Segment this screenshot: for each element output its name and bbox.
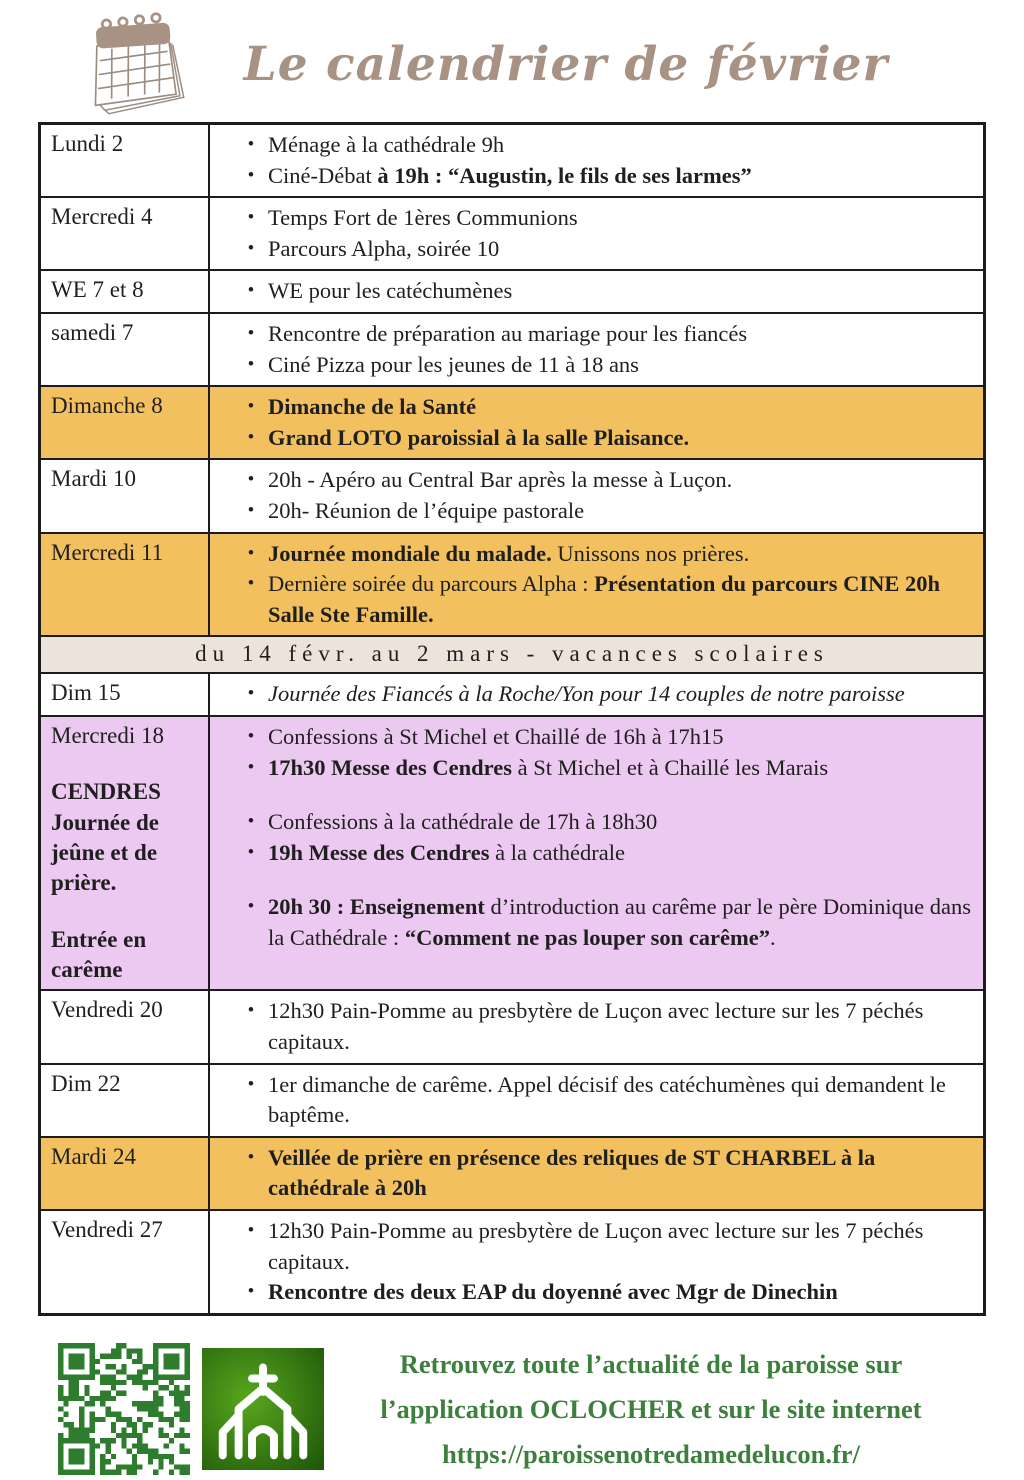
- event-item: [234, 722, 971, 753]
- event-item: [234, 539, 971, 570]
- table-row: [41, 672, 983, 715]
- date-label: Mardi 10: [51, 466, 136, 492]
- events-cell: [210, 271, 983, 312]
- date-cell: [41, 125, 210, 196]
- date-label: CENDRES Journée de jeûne et de prière.: [51, 779, 161, 896]
- event-text: 17h30 Messe des Cendres à St Michel et à Chaillé les Marais: [268, 754, 829, 780]
- event-text: Confessions à la cathédrale de 17h à 18h30: [268, 809, 658, 835]
- event-text: Ménage à la cathédrale 9h: [268, 132, 505, 157]
- date-cell: [41, 1065, 210, 1136]
- event-text: 1er dimanche de carême. Appel décisif des catéchumènes qui demandent le baptême.: [268, 1071, 946, 1128]
- table-row: [41, 312, 983, 385]
- event-text: Grand LOTO paroissial à la salle Plaisance.: [268, 424, 690, 450]
- bullet-icon: •: [247, 1073, 255, 1095]
- event-text: 20h- Réunion de l’équipe pastorale: [268, 497, 585, 523]
- bullet-icon: •: [247, 207, 255, 229]
- bullet-icon: •: [247, 469, 255, 491]
- date-cell: [41, 991, 210, 1062]
- event-text: 20h - Apéro au Central Bar après la messe à Luçon.: [268, 467, 733, 493]
- event-text: 20h 30 : Enseignement d’introduction au carême par le père Dominique dans la Cathédrale : “Comment ne pas louper son carême”.: [268, 894, 971, 950]
- date-cell: [41, 1138, 210, 1209]
- event-spacer: [234, 868, 971, 892]
- event-item: [234, 1070, 971, 1131]
- vacation-banner-text: du 14 févr. au 2 mars - vacances scolaires: [195, 641, 829, 667]
- event-item: [234, 753, 971, 784]
- event-item: [234, 1216, 971, 1277]
- event-text: 12h30 Pain-Pomme au presbytère de Luçon avec lecture sur les 7 péchés capitaux.: [268, 1217, 924, 1274]
- event-item: [234, 679, 971, 710]
- date-label: Lundi 2: [51, 131, 124, 156]
- events-cell: [210, 717, 983, 990]
- footer-line-2: l’application OCLOCHER et sur le site internet: [380, 1393, 922, 1424]
- date-cell: [41, 460, 210, 531]
- calendar-icon: [78, 10, 198, 119]
- date-label: WE 7 et 8: [51, 277, 144, 303]
- event-item: [234, 203, 971, 234]
- date-label: Mercredi 18: [51, 722, 165, 748]
- event-item: [234, 838, 971, 869]
- event-text: Veillée de prière en présence des reliques de ST CHARBEL à la cathédrale à 20h: [268, 1144, 876, 1201]
- event-item: [234, 319, 971, 350]
- table-row: [41, 458, 983, 531]
- event-item: [234, 234, 971, 265]
- events-cell: [210, 198, 983, 269]
- date-cell: [41, 314, 210, 385]
- bullet-icon: •: [247, 237, 255, 259]
- footer: [0, 1342, 1024, 1477]
- date-label: Mercredi 4: [51, 204, 153, 230]
- table-row: [41, 385, 983, 458]
- event-item: [234, 423, 971, 454]
- date-cell: [41, 534, 210, 636]
- events-cell: [210, 1138, 983, 1209]
- event-text: Journée des Fiancés à la Roche/Yon pour 14 couples de notre paroisse: [268, 681, 905, 707]
- event-item: [234, 1277, 971, 1308]
- date-gap: [51, 751, 202, 777]
- date-label: Mercredi 11: [51, 539, 164, 565]
- table-row: [41, 125, 983, 196]
- calendar-table: [38, 122, 986, 1316]
- bullet-icon: •: [247, 841, 255, 863]
- bullet-icon: •: [247, 811, 255, 833]
- events-cell: [210, 460, 983, 531]
- table-row: [41, 269, 983, 312]
- event-text: Ciné Pizza pour les jeunes de 11 à 18 ans: [268, 351, 639, 377]
- table-row: [41, 1063, 983, 1136]
- oclocher-church-logo: [202, 1348, 324, 1470]
- bullet-icon: •: [247, 396, 255, 418]
- footer-text: [336, 1342, 966, 1477]
- bullet-icon: •: [247, 1281, 255, 1303]
- event-item: [234, 276, 971, 307]
- event-item: [234, 1143, 971, 1204]
- event-text: 19h Messe des Cendres à la cathédrale: [268, 839, 625, 865]
- date-label: Dimanche 8: [51, 393, 163, 419]
- table-row: [41, 532, 983, 636]
- table-row: [41, 1136, 983, 1209]
- event-spacer: [234, 783, 971, 807]
- date-cell: [41, 674, 210, 715]
- events-cell: [210, 314, 983, 385]
- bullet-icon: •: [247, 1146, 255, 1168]
- date-cell: [41, 1211, 210, 1313]
- date-label: Mardi 24: [51, 1143, 136, 1169]
- events-cell: [210, 125, 983, 196]
- bullet-icon: •: [247, 1219, 255, 1241]
- events-cell: [210, 1065, 983, 1136]
- bullet-icon: •: [247, 573, 255, 595]
- events-cell: [210, 674, 983, 715]
- bullet-icon: •: [247, 322, 255, 344]
- date-label: Entrée en carême: [51, 926, 147, 983]
- date-label: Vendredi 20: [51, 997, 163, 1023]
- event-text: Rencontre de préparation au mariage pour les fiancés: [268, 320, 748, 346]
- bullet-icon: •: [247, 756, 255, 778]
- event-text: Temps Fort de 1ères Communions: [268, 205, 578, 231]
- event-item: [234, 996, 971, 1057]
- bullet-icon: •: [247, 542, 255, 564]
- date-cell: [41, 717, 210, 990]
- vacation-banner-row: [41, 635, 983, 672]
- bullet-icon: •: [247, 683, 255, 705]
- bullet-icon: •: [247, 725, 255, 747]
- table-row: [41, 989, 983, 1062]
- bullet-icon: •: [247, 499, 255, 521]
- events-cell: [210, 991, 983, 1062]
- bullet-icon: •: [247, 1000, 255, 1022]
- date-cell: [41, 271, 210, 312]
- event-text: Rencontre des deux EAP du doyenné avec Mgr de Dinechin: [268, 1279, 838, 1305]
- event-text: 12h30 Pain-Pomme au presbytère de Luçon avec lecture sur les 7 péchés capitaux.: [268, 998, 924, 1055]
- date-cell: [41, 198, 210, 269]
- bullet-icon: •: [247, 426, 255, 448]
- date-label: Dim 15: [51, 680, 121, 706]
- event-item: [234, 350, 971, 381]
- table-row: [41, 1209, 983, 1313]
- events-cell: [210, 387, 983, 458]
- event-item: [234, 892, 971, 953]
- event-item: [234, 807, 971, 838]
- page-title: Le calendrier de février: [243, 36, 889, 92]
- date-label: samedi 7: [51, 319, 134, 345]
- event-text: Confessions à St Michel et Chaillé de 16h à 17h15: [268, 723, 724, 749]
- event-item: [234, 392, 971, 423]
- event-text: Ciné-Débat à 19h : “Augustin, le fils de ses larmes”: [268, 162, 752, 188]
- bullet-icon: •: [247, 164, 255, 186]
- events-cell: [210, 534, 983, 636]
- table-row: [41, 196, 983, 269]
- date-label: Dim 22: [51, 1070, 121, 1096]
- event-text: Dernière soirée du parcours Alpha : Présentation du parcours CINE 20h Salle Ste Famille.: [268, 571, 941, 627]
- header: [0, 0, 1024, 122]
- bullet-icon: •: [247, 353, 255, 375]
- bullet-icon: •: [247, 134, 255, 155]
- qr-code: [58, 1343, 190, 1475]
- event-item: [234, 130, 971, 161]
- event-text: Journée mondiale du malade. Unissons nos prières.: [268, 540, 750, 566]
- date-label: Vendredi 27: [51, 1216, 163, 1242]
- bullet-icon: •: [247, 896, 255, 918]
- events-cell: [210, 1211, 983, 1313]
- footer-url: https://paroissenotredamedelucon.fr/: [442, 1438, 860, 1469]
- table-row: [41, 715, 983, 990]
- event-item: [234, 161, 971, 192]
- event-item: [234, 496, 971, 527]
- event-item: [234, 569, 971, 630]
- date-cell: [41, 387, 210, 458]
- date-gap: [51, 899, 202, 925]
- event-text: Dimanche de la Santé: [268, 394, 477, 420]
- event-text: Parcours Alpha, soirée 10: [268, 235, 500, 261]
- bullet-icon: •: [247, 280, 255, 302]
- event-text: WE pour les catéchumènes: [268, 278, 513, 304]
- footer-line-1: Retrouvez toute l’actualité de la paroisse sur: [399, 1348, 903, 1379]
- event-item: [234, 465, 971, 496]
